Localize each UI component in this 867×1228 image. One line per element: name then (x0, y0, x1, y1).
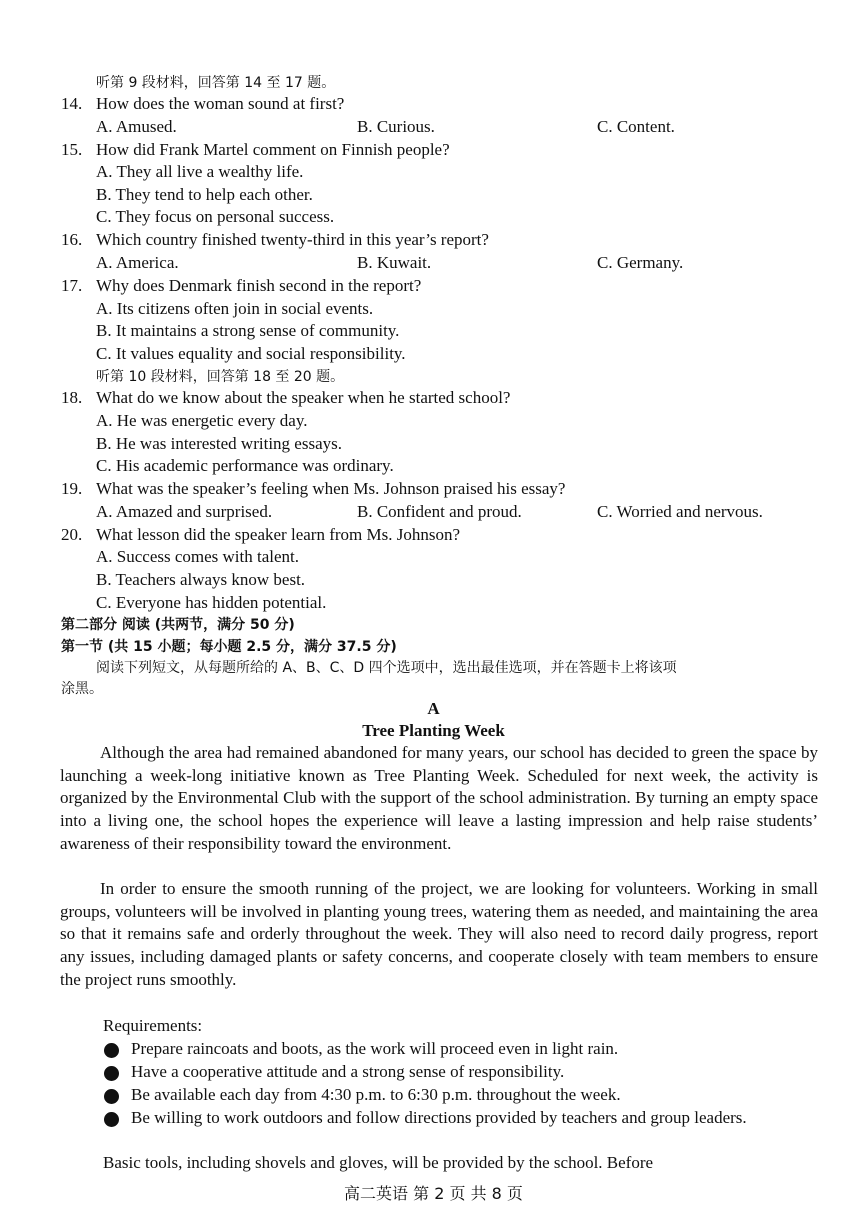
question-18-text: What do we know about the speaker when he started school? (96, 388, 511, 407)
page-footer: 高二英语 第 2 页 共 8 页 (344, 1184, 523, 1203)
question-18-option-a: A. He was energetic every day. (96, 411, 308, 430)
question-20-option-b: B. Teachers always know best. (96, 570, 306, 589)
bullet-icon (104, 1039, 126, 1055)
question-15-text: How did Frank Martel comment on Finnish people? (96, 140, 450, 159)
question-15-option-a: A. They all live a wealthy life. (96, 162, 304, 181)
listening-intro-9: 听第 9 段材料，回答第 14 至 17 题。 (96, 75, 336, 91)
question-20-option-a: A. Success comes with talent. (96, 547, 300, 566)
question-17-option-b: B. It maintains a strong sense of community. (96, 321, 400, 340)
bullet-icon (104, 1062, 126, 1078)
bullet-icon (104, 1085, 126, 1101)
question-16-option-b: B. Kuwait. (357, 253, 432, 272)
requirement-item-2: Have a cooperative attitude and a strong sense of responsibility. (131, 1062, 565, 1081)
question-17-text: Why does Denmark finish second in the report? (96, 276, 422, 295)
question-15-option-b: B. They tend to help each other. (96, 185, 313, 204)
question-19-number: 19. (61, 479, 83, 498)
requirement-item-3: Be available each day from 4:30 p.m. to 6:30 p.m. throughout the week. (131, 1085, 621, 1104)
question-20-option-c: C. Everyone has hidden potential. (96, 593, 327, 612)
question-19-option-c: C. Worried and nervous. (597, 502, 763, 521)
question-16-text: Which country finished twenty-third in this year’s report? (96, 230, 489, 249)
passage-letter: A (427, 699, 440, 718)
question-14-option-b: B. Curious. (357, 117, 435, 136)
passage-paragraph-2: In order to ensure the smooth running of the project, we are looking for volunteers. Working in small groups, volunteers will be involved in planting young trees, watering them as needed, and maintaining the area so that it remains safe and orderly throughout the week. They will also need to record daily progress, report any issues, including damaged plants or safety concerns, and cooperate closely with team members to ensure the project runs smoothly. (60, 879, 818, 989)
passage-paragraph-1: Although the area had remained abandoned for many years, our school has decided to green the space by launching a week-long initiative known as Tree Planting Week. Scheduled for next week, the activity is organized by the Environmental Club with the support of the school administration. By turning an empty space into a living one, the school hopes the experience will leave a lasting impression and help raise students’ awareness of their responsibility toward the environment. (60, 743, 818, 853)
question-17-option-c: C. It values equality and social responsibility. (96, 344, 406, 363)
passage-title: Tree Planting Week (362, 721, 505, 740)
question-18-number: 18. (61, 388, 83, 407)
question-14-number: 14. (61, 94, 83, 113)
question-18-option-b: B. He was interested writing essays. (96, 434, 342, 453)
question-15-number: 15. (61, 140, 83, 159)
reading-part-title: 第二部分 阅读 (共两节，满分 50 分) (61, 617, 295, 633)
question-16-option-a: A. America. (96, 253, 179, 272)
question-20-text: What lesson did the speaker learn from Ms. Johnson? (96, 525, 460, 544)
question-19-option-b: B. Confident and proud. (357, 502, 522, 521)
reading-section-title: 第一节 (共 15 小题；每小题 2.5 分，满分 37.5 分) (61, 639, 397, 655)
question-16-option-c: C. Germany. (597, 253, 684, 272)
requirement-item-4: Be willing to work outdoors and follow directions provided by teachers and group leaders. (131, 1108, 747, 1127)
question-14-text: How does the woman sound at first? (96, 94, 345, 113)
question-15-option-c: C. They focus on personal success. (96, 207, 335, 226)
requirement-item-1: Prepare raincoats and boots, as the work will proceed even in light rain. (131, 1039, 619, 1058)
question-14-option-c: C. Content. (597, 117, 675, 136)
listening-intro-10: 听第 10 段材料，回答第 18 至 20 题。 (96, 369, 345, 385)
passage-last-line: Basic tools, including shovels and gloves, will be provided by the school. Before (103, 1153, 654, 1172)
reading-instruction-line2: 涂黑。 (61, 681, 103, 697)
question-19-option-a: A. Amazed and surprised. (96, 502, 273, 521)
question-16-number: 16. (61, 230, 83, 249)
question-20-number: 20. (61, 525, 83, 544)
bullet-icon (104, 1108, 126, 1124)
question-14-option-a: A. Amused. (96, 117, 177, 136)
reading-instruction-line1: 阅读下列短文，从每题所给的 A、B、C、D 四个选项中，选出最佳选项，并在答题卡上将该项 (96, 660, 677, 676)
question-19-text: What was the speaker’s feeling when Ms. Johnson praised his essay? (96, 479, 566, 498)
question-17-option-a: A. Its citizens often join in social events. (96, 299, 374, 318)
question-18-option-c: C. His academic performance was ordinary. (96, 456, 394, 475)
question-17-number: 17. (61, 276, 83, 295)
requirements-label: Requirements: (103, 1016, 203, 1035)
